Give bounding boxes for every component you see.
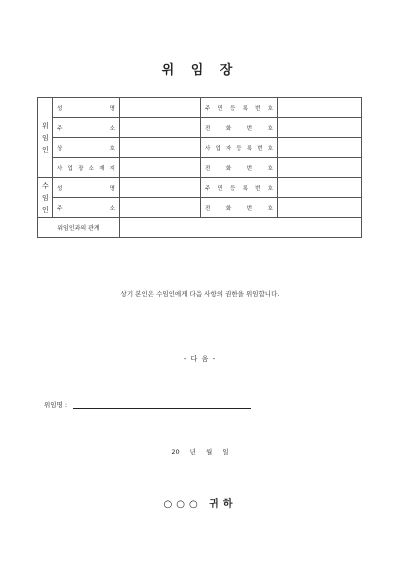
section-heading: - 다 음 - <box>183 355 217 363</box>
delegator-business-phone-label: 전 화 번 호 <box>201 158 278 178</box>
relation-field[interactable] <box>120 218 362 238</box>
delegator-address-label: 주 소 <box>53 118 120 138</box>
delegate-phone-label: 전 화 번 호 <box>201 198 278 218</box>
delegator-resident-number-field[interactable] <box>278 98 362 118</box>
recipient: ○○○ 귀하 <box>163 499 237 510</box>
delegator-business-name-field[interactable] <box>120 138 201 158</box>
delegate-resident-number-field[interactable] <box>278 178 362 198</box>
delegation-form-table <box>37 97 362 238</box>
delegation-input-line[interactable] <box>73 400 251 409</box>
delegate-address-field[interactable] <box>120 198 201 218</box>
delegator-row-name <box>38 98 362 118</box>
delegator-address-field[interactable] <box>120 118 201 138</box>
delegator-row-business-address <box>38 158 362 178</box>
delegate-row-address <box>38 198 362 218</box>
delegate-name-field[interactable] <box>120 178 201 198</box>
delegate-phone-field[interactable] <box>278 198 362 218</box>
delegator-row-address <box>38 118 362 138</box>
document-title: 위 임 장 <box>161 63 239 78</box>
delegator-business-phone-field[interactable] <box>278 158 362 178</box>
date-line: 20 년 월 일 <box>171 448 229 456</box>
delegator-phone-label: 전 화 번 호 <box>201 118 278 138</box>
delegate-resident-number-label: 주 민 등 록 번 호 <box>201 178 278 198</box>
delegate-group-label: 수 임 인 <box>38 178 53 218</box>
relation-row <box>38 218 362 238</box>
delegator-business-name-label: 상 호 <box>53 138 120 158</box>
delegator-name-field[interactable] <box>120 98 201 118</box>
delegator-business-address-field[interactable] <box>120 158 201 178</box>
delegate-name-label: 성 명 <box>53 178 120 198</box>
delegator-row-business-name <box>38 138 362 158</box>
delegation-statement: 상기 본인은 수임인에게 다음 사항의 권한을 위임합니다. <box>120 290 280 298</box>
delegator-name-label: 성 명 <box>53 98 120 118</box>
delegator-business-number-field[interactable] <box>278 138 362 158</box>
delegate-row-name <box>38 178 362 198</box>
delegator-business-address-label: 사 업 장 소 재 지 <box>53 158 120 178</box>
delegator-phone-field[interactable] <box>278 118 362 138</box>
delegate-address-label: 주 소 <box>53 198 120 218</box>
delegator-group-label: 위 임 인 <box>38 98 53 178</box>
delegation-label: 위임명 : <box>44 401 68 409</box>
delegator-resident-number-label: 주 민 등 록 번 호 <box>201 98 278 118</box>
relation-label: 위임인과의 관계 <box>38 218 120 238</box>
delegator-business-number-label: 사 업 자 등 록 번 호 <box>201 138 278 158</box>
delegation-line <box>44 400 251 409</box>
